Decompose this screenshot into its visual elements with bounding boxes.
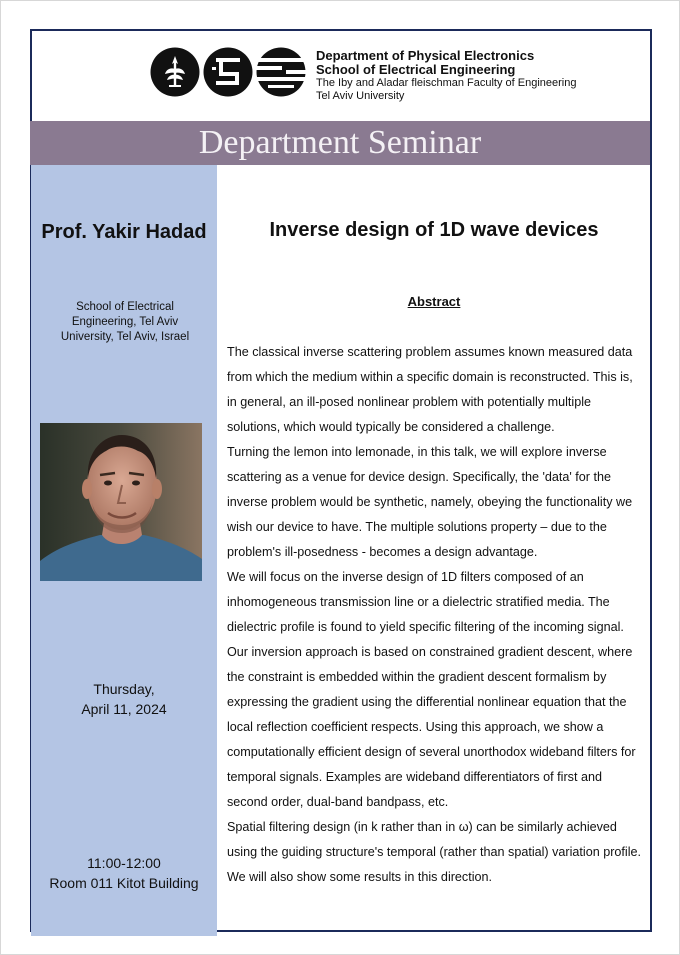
- school-name: School of Electrical Engineering: [316, 62, 516, 77]
- seminar-time-location: [31, 853, 217, 893]
- speaker-sidebar: [31, 165, 217, 936]
- abstract-paragraph: Spatial filtering design (in k rather than in ω) can be similarly achieved using the guiding structure's temporal (rather than spatial) variation profile. We will also show some results in this direction.: [227, 820, 642, 884]
- speaker-photo: [40, 423, 202, 581]
- abstract-paragraph: The classical inverse scattering problem assumes known measured data from which the medium within a specific domain is reconstructed. This is, in general, an ill-posed nonlinear problem with potentially multiple solutions, which would typically be considered a challenge.: [227, 345, 633, 434]
- seminar-room: Room 011 Kitot Building: [49, 875, 199, 891]
- abstract-heading: Abstract: [407, 294, 461, 309]
- faculty-logo-icon: [203, 47, 253, 97]
- abstract-body: [227, 340, 643, 890]
- seminar-time: 11:00-12:00: [87, 855, 161, 871]
- abstract-paragraph: Turning the lemon into lemonade, in this talk, we will explore inverse scattering as a venue for device design. Specifically, the 'data' for the inverse problem would be synthetic, namely, obeying the functionality we wish our device to have. The multiple solutions property – due to the problem's ill-posedness - becomes a design advantage.: [227, 445, 633, 559]
- seminar-date: [31, 679, 217, 719]
- department-name: Department of Physical Electronics: [316, 48, 535, 63]
- talk-title: Inverse design of 1D wave devices: [269, 219, 599, 241]
- header: [150, 47, 630, 102]
- speaker-affiliation: School of Electrical Engineering, Tel Aviv University, Tel Aviv, Israel: [60, 301, 190, 343]
- department-heading: [316, 49, 576, 103]
- seminar-day: Thursday,: [93, 681, 155, 697]
- banner-title: Department Seminar: [198, 124, 482, 161]
- seminar-calendar-date: April 11, 2024: [81, 701, 167, 717]
- seminar-banner: [30, 121, 650, 165]
- abstract-paragraph: We will focus on the inverse design of 1D filters composed of an inhomogeneous transmission line or a dielectric stratified media. The dielectric profile is found to yield specific filtering of the incoming signal. Our inversion approach is based on constrained gradient descent, where the constraint is embedded within the gradient descent formalism by expressing the gradient using the differential nonlinear equation that the local reflection coefficient respects. Using this approach, we show a computationally efficient design of several unorthodox wideband filters for temporal signals. Examples are wideband differentiators of first and second order, dual-band bandpass, etc.: [227, 570, 636, 809]
- faculty-name: The Iby and Aladar fleischman Faculty of Engineering: [316, 77, 577, 89]
- tau-emblem-icon: [150, 47, 200, 97]
- department-logo-icon: [256, 47, 306, 97]
- speaker-name: Prof. Yakir Hadad: [41, 221, 207, 243]
- university-name: Tel Aviv University: [316, 90, 405, 102]
